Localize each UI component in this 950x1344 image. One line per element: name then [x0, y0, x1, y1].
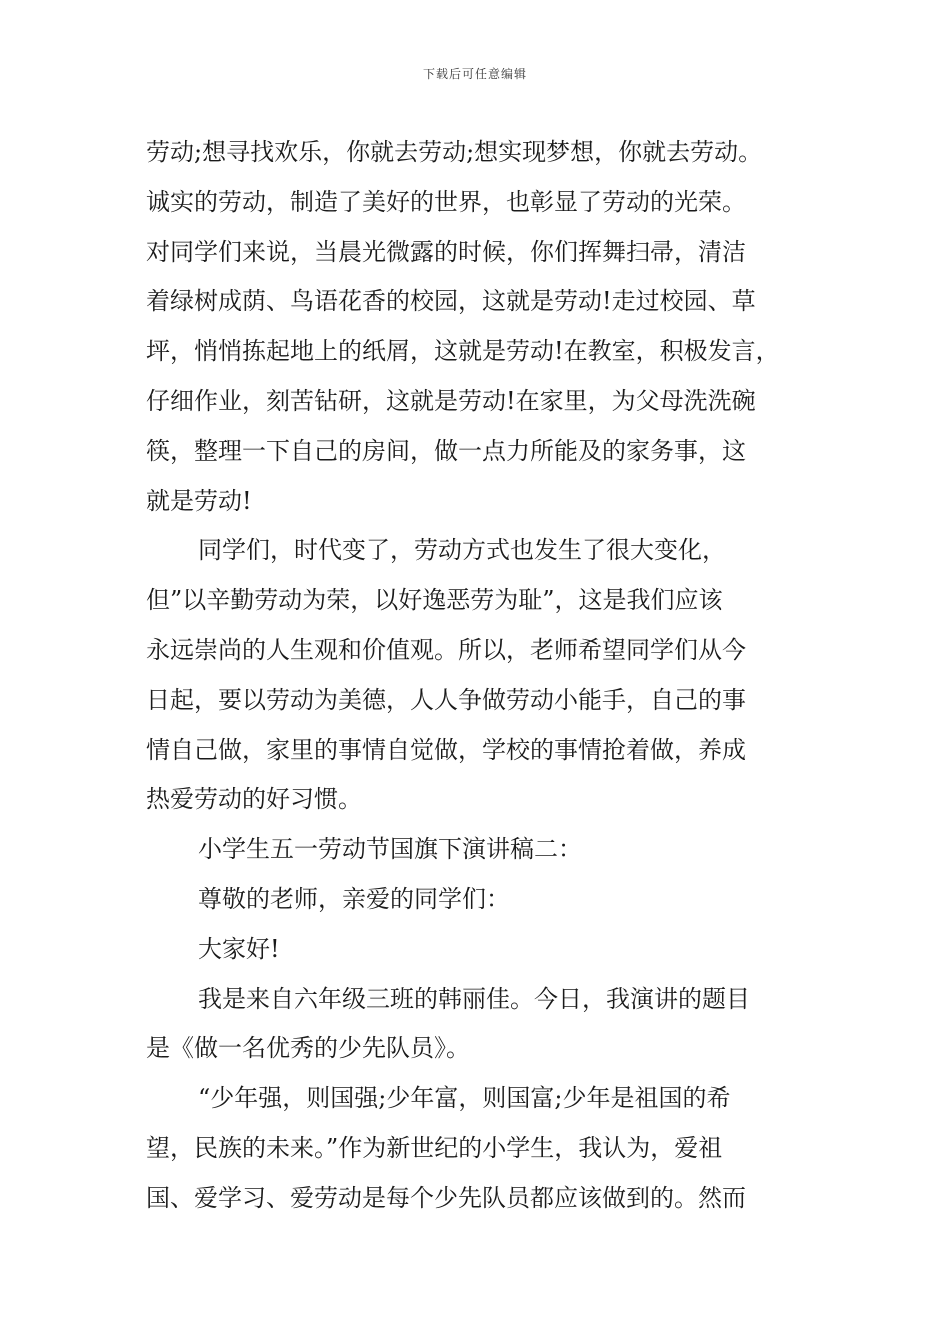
text-line: 筷，整理一下自己的房间，做一点力所能及的家务事，这: [146, 436, 746, 465]
paragraph-start-line: “少年强，则国强;少年富，则国富;少年是祖国的希: [198, 1084, 731, 1113]
text-line: 诚实的劳动，制造了美好的世界，也彰显了劳动的光荣。: [146, 187, 746, 216]
text-line: 日起，要以劳动为美德，人人争做劳动小能手，自己的事: [146, 685, 746, 714]
text-line: 着绿树成荫、鸟语花香的校园，这就是劳动!走过校园、草: [146, 287, 756, 316]
paragraph-start-line: 我是来自六年级三班的韩丽佳。今日，我演讲的题目: [198, 984, 750, 1013]
text-line: 情自己做，家里的事情自觉做，学校的事情抢着做，养成: [146, 735, 746, 764]
text-line: 国、爱学习、爱劳动是每个少先队员都应该做到的。然而: [146, 1183, 746, 1212]
text-line: 但”以辛勤劳动为荣，以好逸恶劳为耻”，这是我们应该: [146, 586, 723, 615]
text-line: 就是劳动!: [146, 486, 252, 515]
greeting: 大家好!: [198, 934, 280, 963]
document-body: [146, 128, 826, 1224]
text-line: 对同学们来说，当晨光微露的时候，你们挥舞扫帚，清洁: [146, 237, 746, 266]
text-line: 坪，悄悄拣起地上的纸屑，这就是劳动!在教室，积极发言，: [146, 337, 780, 366]
text-line: 望，民族的未来。”作为新世纪的小学生，我认为，爱祖: [146, 1133, 723, 1162]
text-line: 永远崇尚的人生观和价值观。所以，老师希望同学们从今: [146, 635, 746, 664]
text-line: 热爱劳动的好习惯。: [146, 785, 362, 814]
text-line: 劳动;想寻找欢乐，你就去劳动;想实现梦想，你就去劳动。: [146, 138, 763, 166]
paragraph-start-line: 同学们，时代变了，劳动方式也发生了很大变化，: [198, 536, 726, 565]
text-line: 仔细作业，刻苦钻研，这就是劳动!在家里，为父母洗洗碗: [146, 386, 756, 415]
salutation: 尊敬的老师，亲爱的同学们：: [198, 884, 510, 913]
section-title: 小学生五一劳动节国旗下演讲稿二：: [198, 835, 582, 864]
text-line: 是《做一名优秀的少先队员》。: [146, 1034, 470, 1063]
page-header: 下载后可任意编辑: [422, 67, 527, 81]
